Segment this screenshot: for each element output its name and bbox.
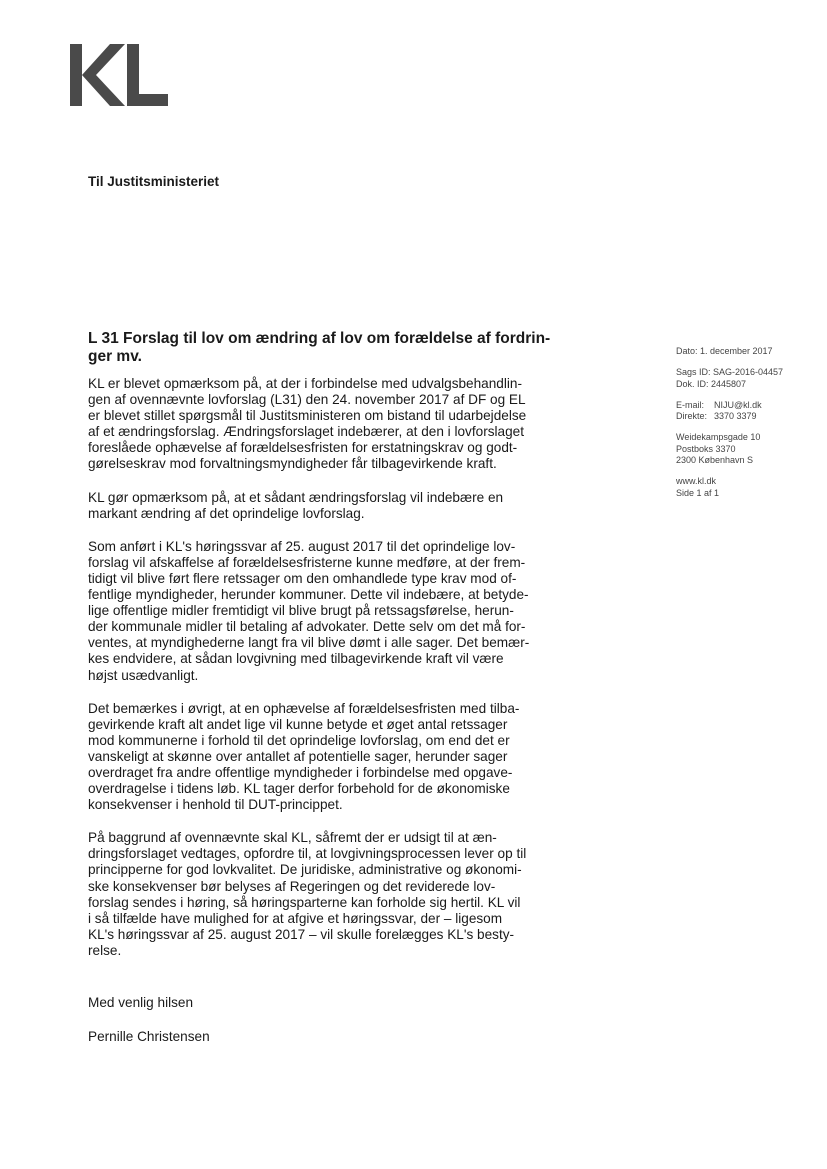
phone-label: Direkte: [676,411,708,422]
letter-title [88,330,558,366]
email-label: E-mail: [676,399,705,410]
text-line: tidigt vil blive ført flere retssager om den omhandlede type krav mod of- [88,570,517,586]
text-line: ventes, at myndighederne langt fra vil blive dømt i alle sager. Det bemær- [88,635,530,651]
text-line: kes endvidere, at sådan lovgivning med tilbagevirkende kraft vil være [88,651,504,667]
text-line: Det bemærkes i øvrigt, at en ophævelse af forældelsesfristen med tilba- [88,700,520,716]
text-line: gørelseskrav mod forvaltningsmyndigheder får tilbagevirkende kraft. [88,456,497,472]
text-line: forslag sendes i høring, så høringsparterne kan forholde sig hertil. KL vil [88,894,521,910]
web-group [676,476,816,499]
body-paragraph [88,830,558,959]
text-line: relse. [88,942,122,958]
text-line: KL er blevet opmærksom på, at der i forbindelse med udvalgsbehandlin- [88,376,522,391]
text-line: af et ændringsforslag. Ændringsforslaget indebærer, at den i lovforslaget [88,424,524,440]
text-line: gen af ovennævnte lovforslag (L31) den 24. november 2017 af DF og EL [88,392,526,408]
document-id: Dok. ID: 2445807 [676,378,747,389]
text-line: der kommunale midler til betaling af advokater. Dette selv om det må for- [88,619,526,635]
text-line: ske konsekvenser bør belyses af Regeringen og det reviderede lov- [88,878,496,894]
email-link[interactable]: NIJU@kl.dk [714,399,762,410]
signer-name: Pernille Christensen [88,1029,210,1044]
text-line: gevirkende kraft alt andet lige vil kunne betyde et øget antal retssager [88,716,508,732]
text-line: vanskeligt at skønne over antallet af potentielle sager, herunder sager [88,748,508,764]
case-id: Sags ID: SAG-2016-04457 [676,367,784,378]
letter-body [88,376,558,976]
text-line: overdragelse i tidens løb. KL tager derfor forbehold for de økonomiske [88,781,510,797]
text-line: principperne for god lovkvalitet. De juridiske, administrative og økonomi- [88,862,522,878]
text-line: KL's høringssvar af 25. august 2017 – vil skulle forelægges KL's besty- [88,926,515,942]
text-line: Som anført i KL's høringssvar af 25. august 2017 til det oprindelige lov- [88,538,516,554]
body-paragraph [88,490,558,522]
body-paragraph [88,701,558,814]
text-line: mod kommunerne i forhold til det oprindelige lovforslag, om end det er [88,732,510,748]
text-line: højst usædvanligt. [88,667,199,683]
closing-salutation: Med venlig hilsen [88,995,194,1010]
recipient-line: Til Justitsministeriet [88,174,220,189]
text-line: dringsforslaget vedtages, opfordre til, at lovgivningsprocessen lever op til [88,846,527,862]
text-line: På baggrund af ovennævnte skal KL, såfremt der er udsigt til at æn- [88,830,497,846]
kl-logo [70,44,168,106]
date-text: Dato: 1. december 2017 [676,346,773,356]
text-line: overdraget fra andre offentlige myndigheder i forbindelse med opgave- [88,764,513,780]
email-row [676,400,816,411]
text-line: er blevet stillet spørgsmål til Justitsministeren om bistand til udarbejdelse [88,408,527,424]
text-line: foreslåede ophævelse af forældelsesfristen for erstatningskrav og godt- [88,440,518,456]
text-line: konsekvenser i henhold til DUT-princippet. [88,797,343,813]
text-line: KL gør opmærksom på, at et sådant ændringsforslag vil indebære en [88,489,504,505]
title-line: L 31 Forslag til lov om ændring af lov om forældelse af fordrin- [88,330,551,347]
page-number: Side 1 af 1 [676,487,720,498]
document-metadata [676,346,816,509]
text-line: markant ændring af det oprindelige lovforslag. [88,505,365,521]
address-group [676,432,816,466]
date-group [676,346,816,357]
website-link[interactable]: www.kl.dk [676,476,717,487]
phone-number: 3370 3379 [714,411,757,422]
body-paragraph [88,376,558,473]
text-line: fentlige myndigheder, herunder kommuner. Dette vil indebære, at betyde- [88,587,529,603]
address-line: 2300 København S [676,455,754,466]
case-group [676,367,816,390]
text-line: forslag vil afskaffelse af forældelsesfristerne kunne medføre, at der frem- [88,554,526,570]
address-line: Postboks 3370 [676,443,736,454]
title-line: ger mv. [88,348,142,365]
address-line: Weidekampsgade 10 [676,432,761,443]
body-paragraph [88,539,558,684]
text-line: i så tilfælde have mulighed for at afgive et høringssvar, der – ligesom [88,910,503,926]
contact-group [676,400,816,423]
phone-row [676,411,816,422]
text-line: lige offentlige midler fremtidigt vil blive brugt på retssagsførelse, herun- [88,603,514,619]
